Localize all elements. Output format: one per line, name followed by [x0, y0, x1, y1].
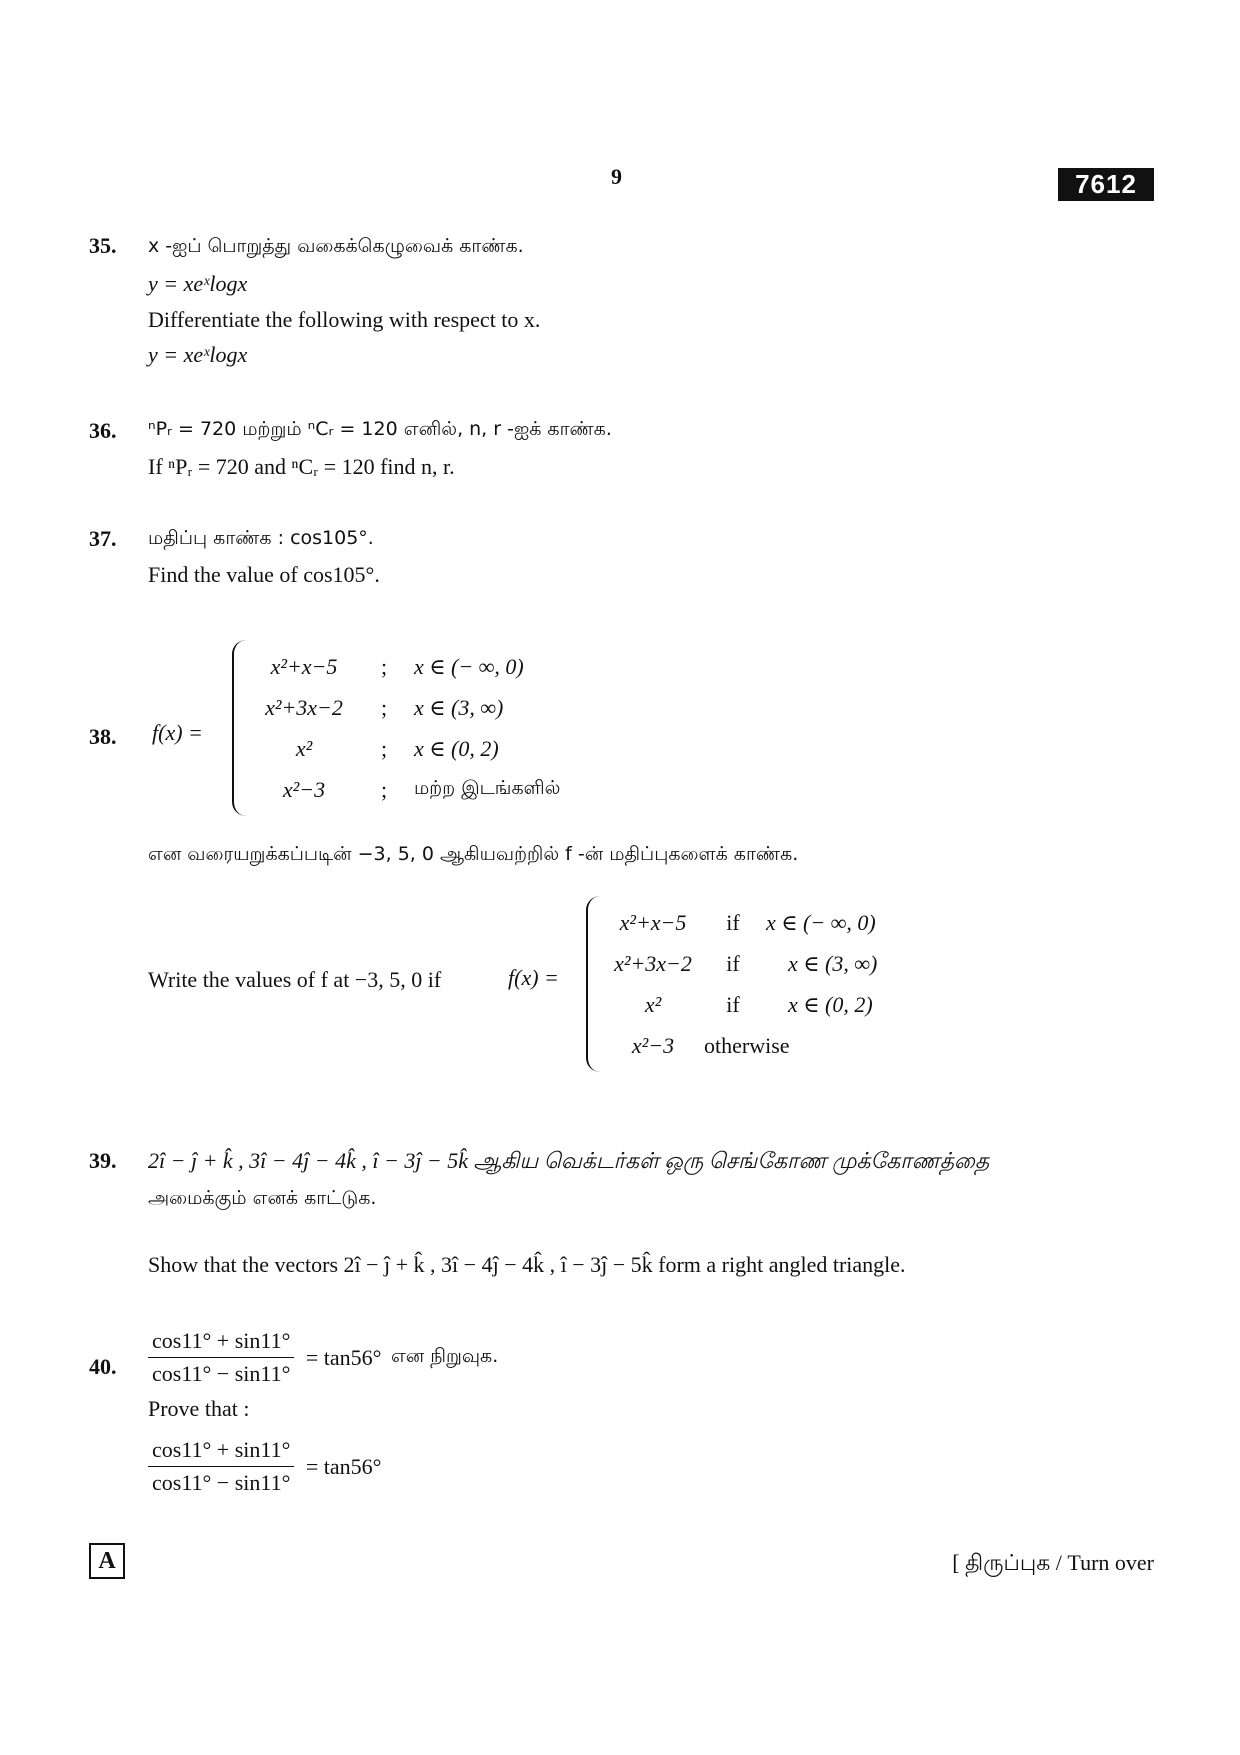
q35-number: 35.: [89, 233, 117, 258]
case-row: [598, 902, 898, 943]
q38-tamil-text: என வரையறுக்கப்படின் −3, 5, 0 ஆகியவற்றில் f -ன் மதிப்புகளைக் காண்க.: [148, 843, 799, 865]
case-row: [244, 728, 604, 769]
q40-fraction: [148, 1437, 294, 1496]
case-expr: x²+3x−2: [265, 694, 343, 720]
q36-tamil: ⁿPᵣ = 720 மற்றும் ⁿCᵣ = 120 எனில், n, r -ஐக் காண்க.: [148, 418, 612, 440]
case-row: [598, 943, 898, 984]
q35-equation-1: y = xeˣlogx: [148, 271, 248, 296]
fraction-denominator: cos11° − sin11°: [152, 1361, 291, 1386]
q40-prove-label: Prove that :: [148, 1396, 250, 1421]
case-expr: x²: [295, 735, 313, 761]
case-cond: x ∈ (3, ∞): [788, 950, 878, 976]
q37-english: Find the value of cos105°.: [148, 562, 380, 587]
q35-english: Differentiate the following with respect to x.: [148, 307, 541, 332]
case-cond: x ∈ (0, 2): [414, 735, 499, 761]
case-cond: x ∈ (3, ∞): [414, 694, 504, 720]
fraction-denominator: cos11° − sin11°: [152, 1470, 291, 1495]
q39-tamil-line-2: அமைக்கும் எனக் காட்டுக.: [148, 1187, 377, 1209]
case-expr: x²+x−5: [270, 653, 338, 679]
case-sep: if: [726, 991, 740, 1017]
case-cond: x ∈ (− ∞, 0): [766, 909, 876, 935]
case-sep: ;: [380, 653, 388, 679]
case-expr: x²: [644, 991, 662, 1017]
q39-number: 39.: [89, 1148, 117, 1173]
q40-number: 40.: [89, 1354, 117, 1379]
version-box: A: [89, 1543, 125, 1579]
fraction-numerator: cos11° + sin11°: [148, 1437, 294, 1467]
q40-fraction: [148, 1328, 294, 1387]
case-row: [244, 687, 604, 728]
q35-equation-2: y = xeˣlogx: [148, 342, 248, 367]
case-row: [244, 769, 604, 810]
q37-number: 37.: [89, 526, 117, 551]
case-sep: ;: [380, 694, 388, 720]
page-number: 9: [611, 164, 622, 189]
case-row: [244, 646, 604, 687]
q38-fx-label: f(x) =: [152, 720, 203, 745]
q40-tamil-suffix: என நிறுவுக.: [390, 1345, 499, 1367]
q39-english: Show that the vectors 2î − ĵ + k̂ , 3î − 4ĵ − 4k̂ , î − 3ĵ − 5k̂ form a right angled triangle.: [148, 1252, 906, 1277]
q36-number: 36.: [89, 418, 117, 443]
case-expr: x²+x−5: [619, 909, 687, 935]
case-expr: x²−3: [631, 1032, 675, 1058]
case-row: [598, 1025, 898, 1066]
q38-fx-label-en: f(x) =: [508, 965, 559, 990]
case-cond: x ∈ (− ∞, 0): [414, 653, 524, 679]
paper-code-badge: 7612: [1058, 168, 1154, 201]
turn-over-label: [ திருப்புக / Turn over: [952, 1550, 1154, 1575]
q40-tamil-equation: [148, 1328, 498, 1387]
case-expr: x²−3: [282, 776, 326, 802]
case-sep: if: [726, 909, 740, 935]
q38-number: 38.: [89, 724, 117, 749]
q38-english-text: Write the values of f at −3, 5, 0 if: [148, 967, 442, 992]
q38-tamil-cases: [232, 640, 604, 816]
q36-english: If ⁿPᵣ = 720 and ⁿCᵣ = 120 find n, r.: [148, 454, 455, 479]
q37-tamil: மதிப்பு காண்க : cos105°.: [148, 527, 374, 549]
case-sep: if: [726, 950, 740, 976]
q38-english-cases: [586, 896, 898, 1072]
case-cond: மற்ற இடங்களில்: [414, 777, 561, 799]
case-sep: ;: [380, 735, 388, 761]
fraction-numerator: cos11° + sin11°: [148, 1328, 294, 1358]
q40-rhs: = tan56°: [305, 1453, 382, 1479]
q40-english-equation: [148, 1437, 381, 1496]
case-sep: otherwise: [704, 1032, 790, 1058]
q39-tamil-line-1: [148, 1148, 989, 1177]
case-sep: ;: [380, 776, 388, 802]
q39-vectors-tamil: 2î − ĵ + k̂ , 3î − 4ĵ − 4k̂ , î − 3ĵ − 5k̂ ஆகிய வெக்டர்கள் ஒரு செங்கோண முக்கோணத்தை: [148, 1148, 990, 1173]
q40-rhs: = tan56°: [305, 1344, 382, 1370]
case-row: [598, 984, 898, 1025]
q35-tamil: x -ஐப் பொறுத்து வகைக்கெழுவைக் காண்க.: [148, 235, 524, 257]
case-expr: x²+3x−2: [614, 950, 692, 976]
case-cond: x ∈ (0, 2): [788, 991, 873, 1017]
